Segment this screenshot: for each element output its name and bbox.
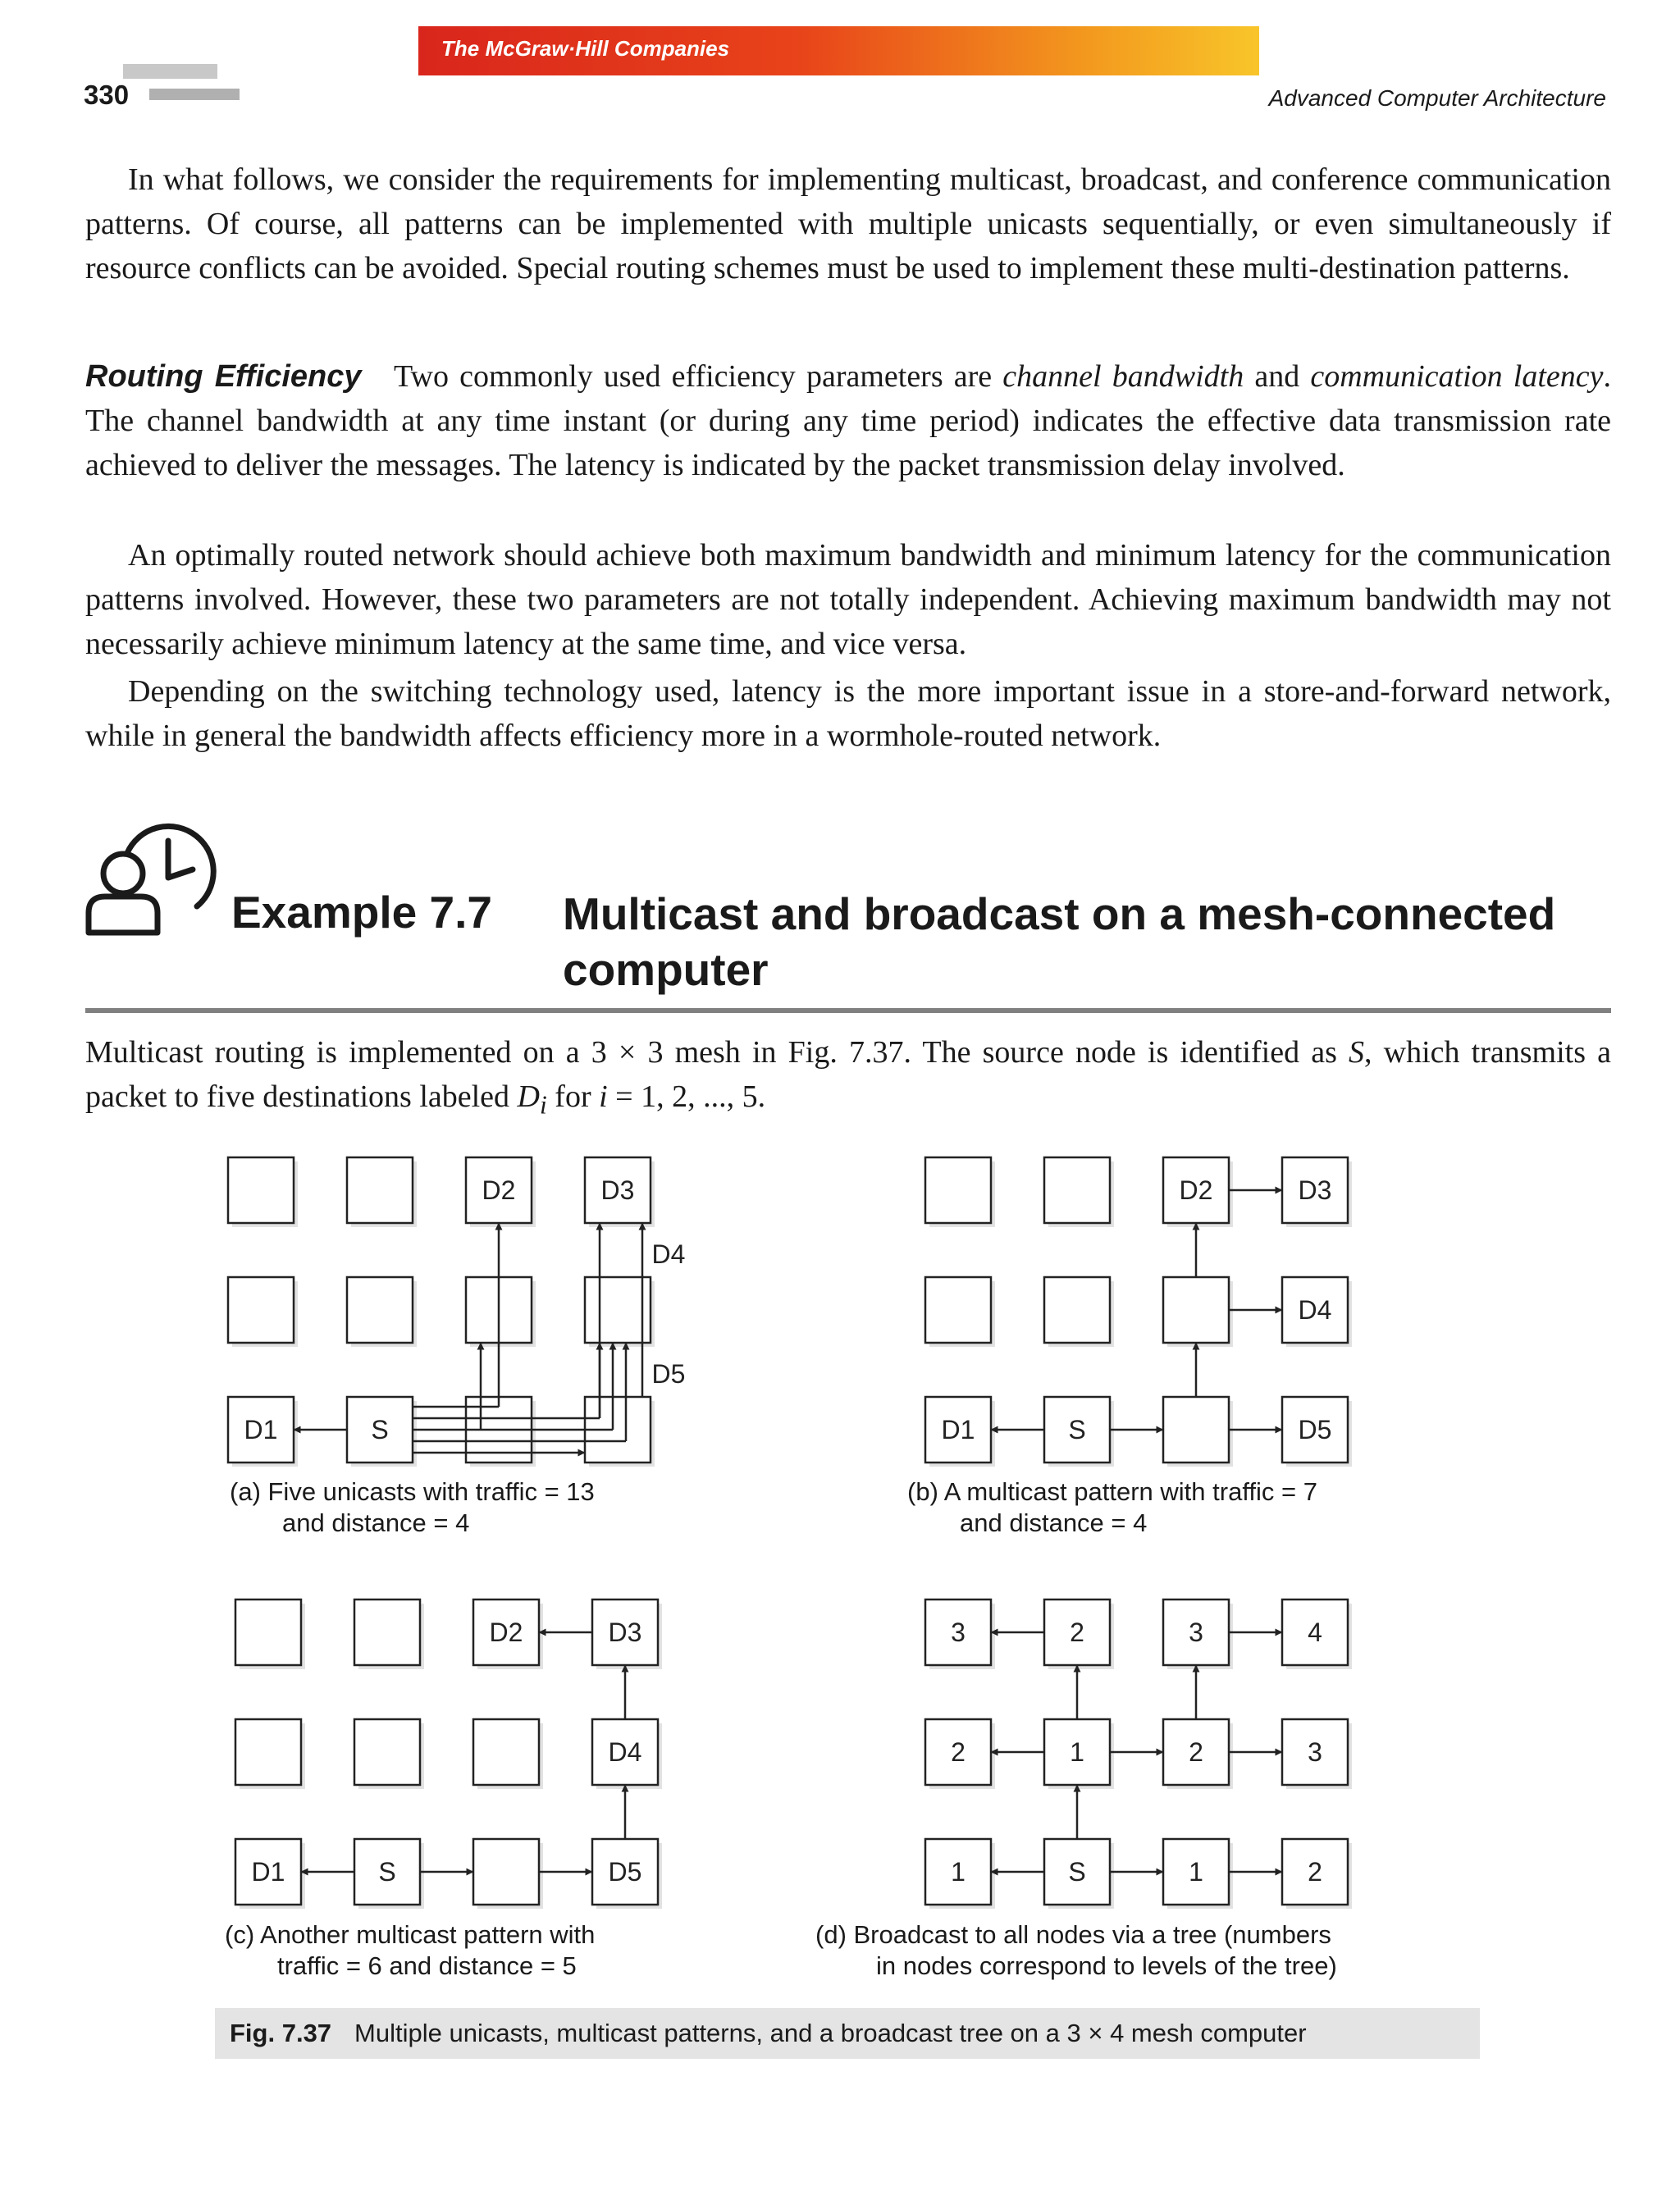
symbol: i [599,1079,608,1114]
example-intro [85,1030,1611,1128]
paragraph: In what follows, we consider the requirements for implementing multicast, broadcast, and conference communication patterns. Of course, all patterns can be implemented with multiple unicasts sequentially, or even simultaneously if resource conflicts can be avoided. Special routing schemes must be used to implement these multi-destination patterns. [85,162,1611,285]
page-number: 330 [84,80,130,110]
symbol: D [517,1079,540,1114]
node-label: D3 [1298,1175,1332,1205]
text: = 1, 2, ..., 5. [607,1079,766,1114]
caption-line: traffic = 6 and distance = 5 [277,1951,577,1980]
text: Multicast routing is implemented on a 3 × 3 mesh in Fig. 7.37. The source node is identified as [85,1035,1349,1070]
node-label: 1 [1189,1857,1203,1887]
caption-line: (d) Broadcast to all nodes via a tree (numbers [815,1920,1331,1949]
figure-caption-label: Fig. 7.37 [230,2019,332,2047]
mesh-node [473,1839,539,1905]
text: and [1244,359,1311,394]
text: , which transmits a packet to five destinations labeled [85,1035,1611,1114]
node-label: 3 [951,1618,966,1647]
caption-b [907,1476,1317,1539]
figure-7-37 [0,1132,1680,2034]
paragraph: An optimally routed network should achieve both maximum bandwidth and minimum latency for the communication patterns involved. However, these two parameters are not totally independent. Achieving maximum bandwidth may not necessarily achieve minimum latency at the same time, and vice versa. [85,538,1611,661]
node-label: D1 [941,1415,975,1444]
node-label: S [371,1415,389,1444]
node-label-d4: D4 [651,1239,686,1269]
text: . The channel bandwidth at any time instant (or during any time period) indicates the effective data transmission rate achieved to deliver the messages. The latency is indicated by the packet transmission delay involved. [85,359,1612,482]
mesh-node [925,1277,991,1343]
mesh-node [1044,1157,1110,1223]
mesh-node [235,1599,301,1665]
mesh-node [1163,1277,1229,1343]
figure-caption [215,2008,1480,2059]
node-label: D4 [608,1737,642,1767]
caption-line: (b) A multicast pattern with traffic = 7 [907,1477,1317,1506]
node-label: D1 [244,1415,278,1444]
caption-line: (c) Another multicast pattern with [225,1920,596,1949]
caption-line: and distance = 4 [960,1508,1148,1537]
mesh-node [473,1719,539,1785]
node-label: 2 [1189,1737,1203,1767]
mesh-node [235,1719,301,1785]
mesh-node [585,1277,651,1343]
caption-d [815,1919,1337,1982]
subscript: i [540,1090,547,1120]
mesh-node [228,1277,294,1343]
mesh-node [1044,1277,1110,1343]
caption-c [225,1919,595,1982]
person-clock-icon [82,808,221,939]
running-head: Advanced Computer Architecture [1268,85,1606,111]
node-label: 3 [1189,1618,1203,1647]
header-decoration [149,89,240,100]
mesh-node [354,1719,420,1785]
node-label: D5 [1298,1415,1332,1444]
node-label: 1 [1070,1737,1084,1767]
caption-line: (a) Five unicasts with traffic = 13 [230,1477,595,1506]
node-label: 4 [1308,1618,1322,1647]
publisher-banner [418,26,1259,75]
mesh-node [347,1277,413,1343]
node-label: 2 [951,1737,966,1767]
divider [85,1008,1611,1013]
node-label: D3 [608,1618,642,1647]
paragraph: Depending on the switching technology used, latency is the more important issue in a store-and-forward network, while in general the bandwidth affects efficiency more in a wormhole-routed network. [85,674,1611,753]
mesh-node [228,1157,294,1223]
mesh-node [354,1599,420,1665]
node-label: 1 [951,1857,966,1887]
text: Two commonly used efficiency parameters are [393,359,1003,394]
example-title: Multicast and broadcast on a mesh-connected computer [563,888,1556,995]
caption-line: in nodes correspond to levels of the tree) [876,1951,1337,1980]
example-label: Example 7.7 [231,887,492,938]
term: channel bandwidth [1002,359,1244,394]
text: for [546,1079,600,1114]
node-label: S [1068,1415,1086,1444]
paragraph-routing-efficiency [85,354,1611,487]
mesh-node [1163,1397,1229,1463]
node-label: 2 [1308,1857,1322,1887]
run-in-heading: Routing Efficiency [85,359,362,394]
node-label-d5: D5 [651,1359,686,1389]
mesh-node [925,1157,991,1223]
node-label: 3 [1308,1737,1322,1767]
node-label: S [378,1857,396,1887]
node-label: D2 [489,1618,523,1647]
publisher-name: The McGraw·Hill Companies [441,36,730,61]
node-label: D1 [251,1857,285,1887]
header-decoration [123,64,217,79]
node-label: D4 [1298,1295,1332,1325]
node-label: D5 [608,1857,642,1887]
node-label: D2 [1179,1175,1213,1205]
caption-a [230,1476,595,1539]
caption-line: and distance = 4 [282,1508,470,1537]
node-label: D2 [482,1175,516,1205]
node-label: S [1068,1857,1086,1887]
term: communication latency [1310,359,1604,394]
figure-caption-text: Multiple unicasts, multicast patterns, and a broadcast tree on a 3 × 4 mesh computer [354,2019,1307,2047]
node-label: D3 [600,1175,635,1205]
mesh-node [347,1157,413,1223]
node-label: 2 [1070,1618,1084,1647]
symbol: S [1349,1035,1365,1070]
